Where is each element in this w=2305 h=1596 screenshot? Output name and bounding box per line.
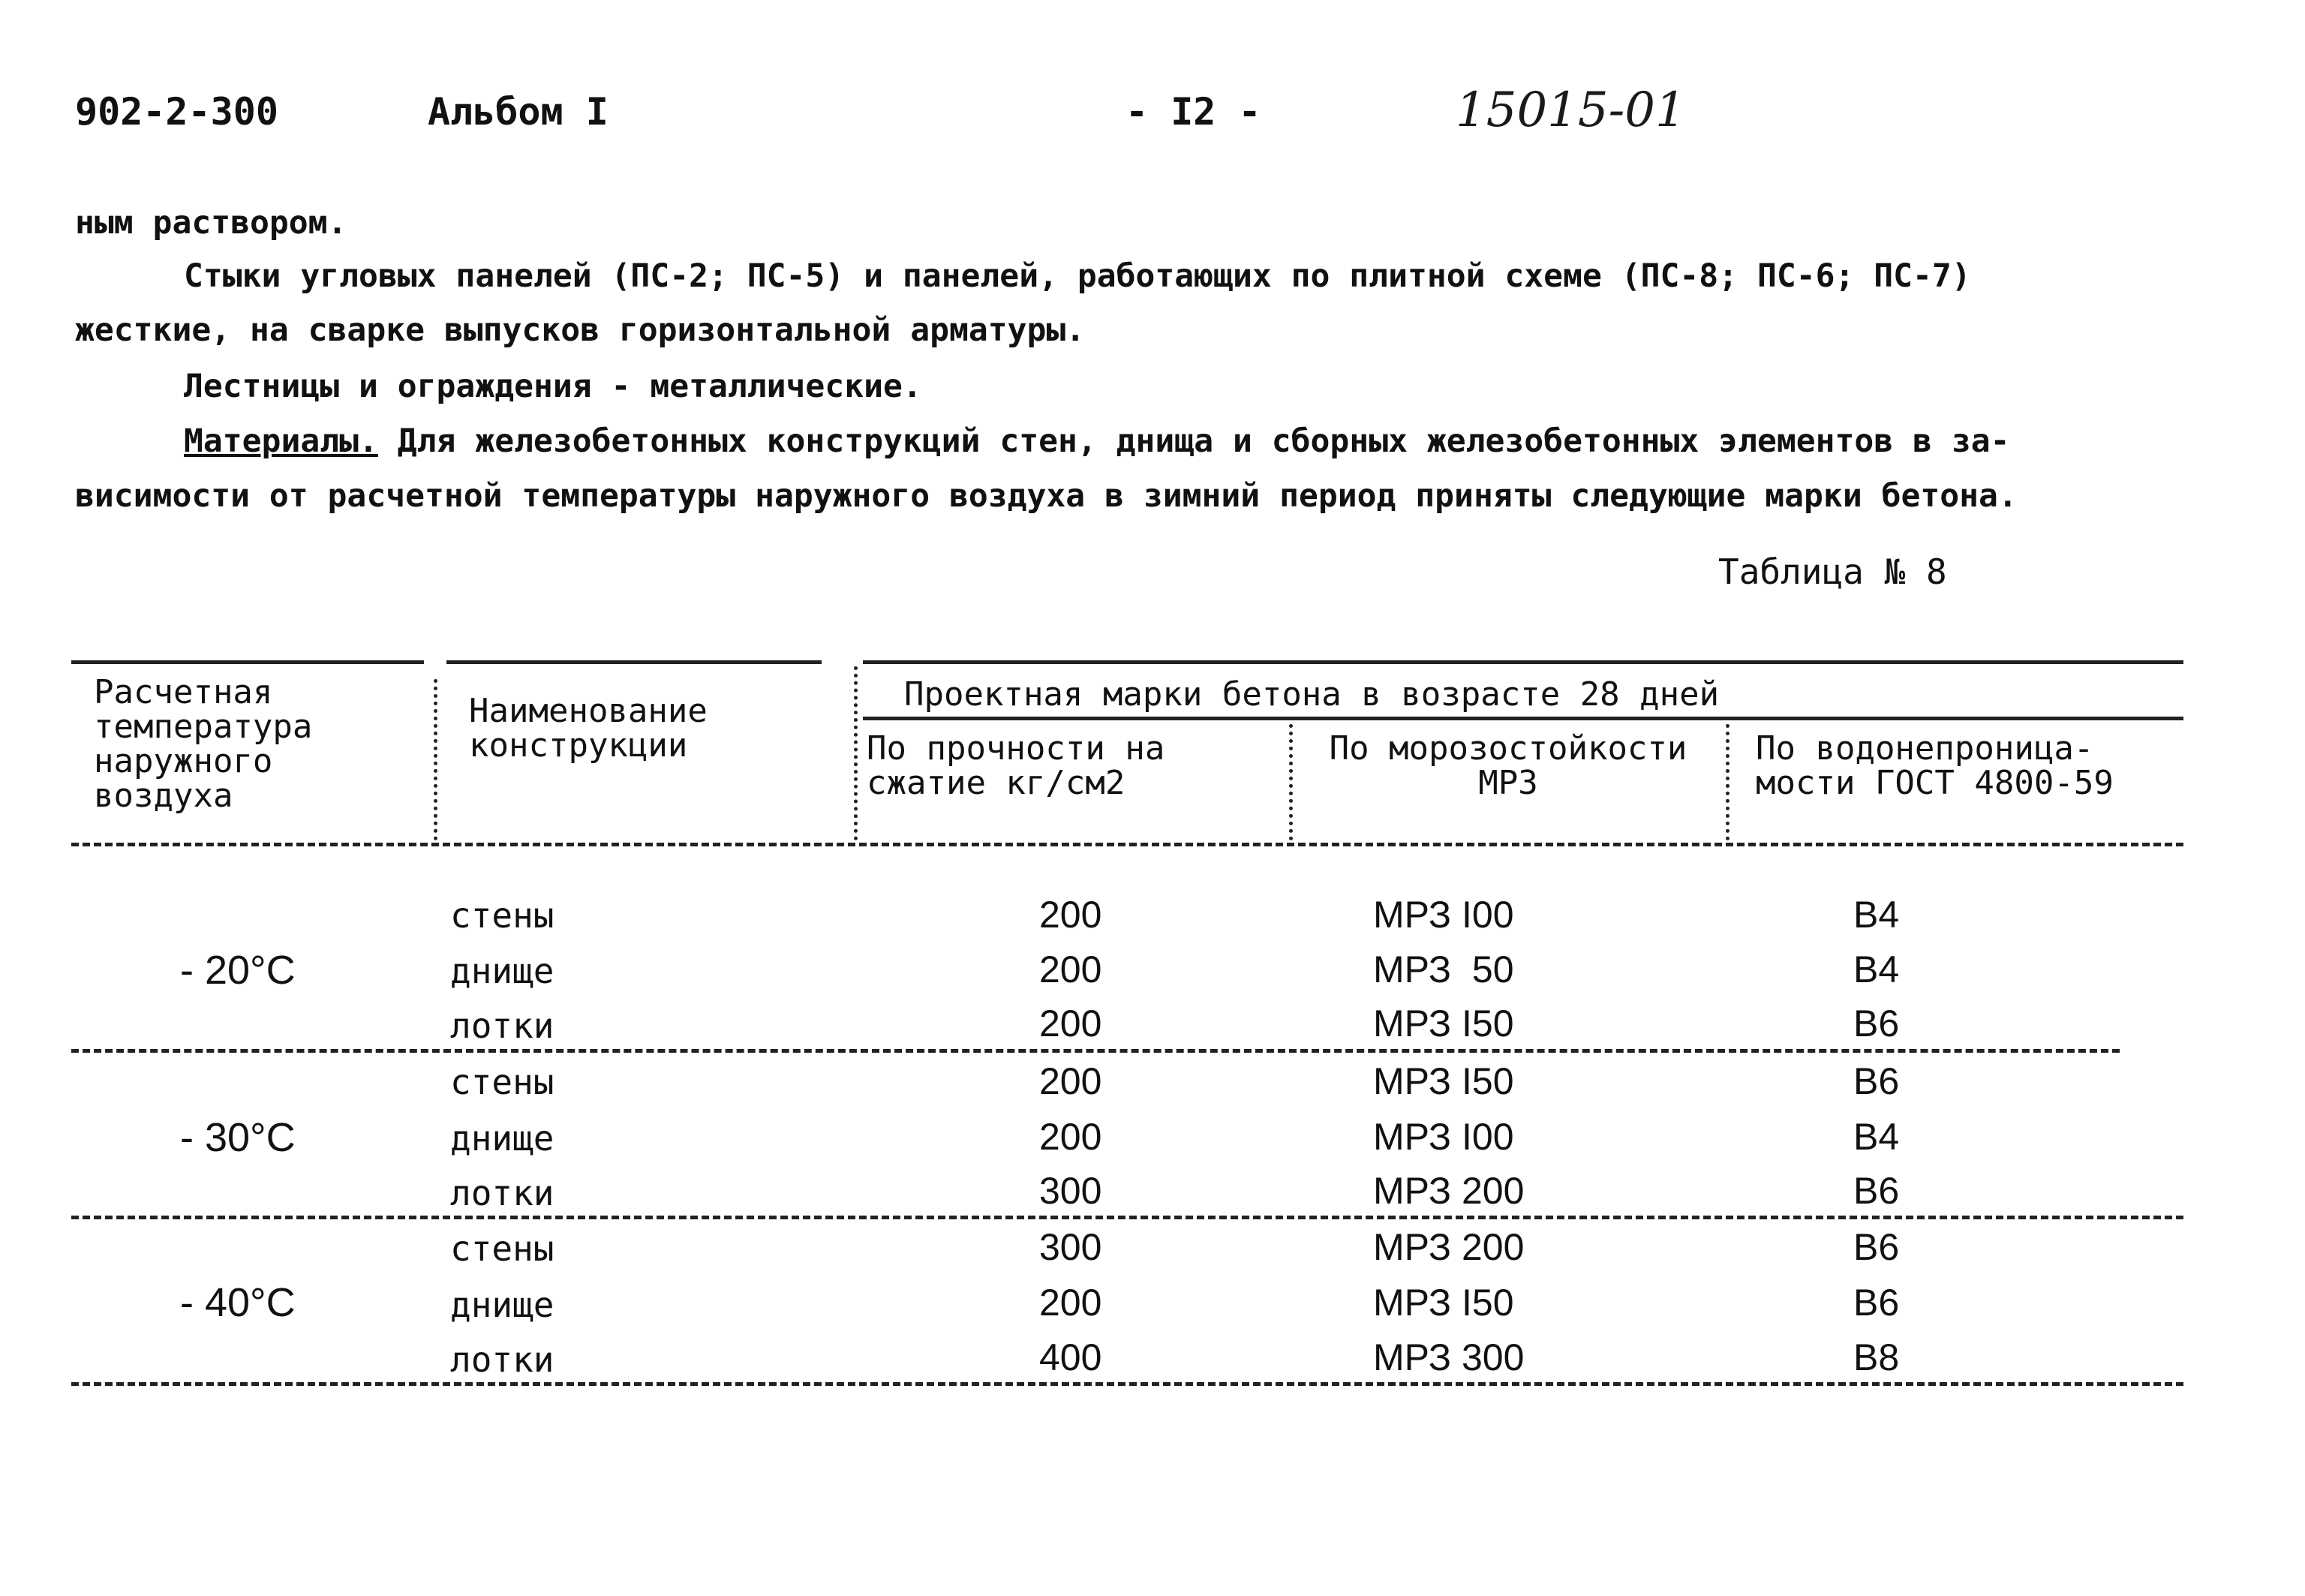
materials-text: Для железобетонных конструкций стен, днища и сборных железобетонных элементов в за- [377,422,2010,460]
header-group-concrete-grade: Проектная марки бетона в возрасте 28 дней [904,675,1720,714]
strength-value: 200 [1039,948,1102,990]
frost-value: МРЗ 200 [1373,1170,1525,1212]
table-bottom-rule [71,1382,2183,1386]
construction-name: стены [450,1228,554,1269]
header-frost-line: МРЗ [1478,764,1538,802]
column-divider-4 [1726,724,1730,840]
page-number: - I2 - [1125,90,1261,134]
header-strength [867,729,1165,802]
construction-name: стены [450,895,554,936]
header-strength-line: сжатие кг/см2 [867,764,1125,802]
water-value: В8 [1853,1336,1900,1378]
paragraph-stairs: Лестницы и ограждения - металлические. [184,368,922,405]
frost-value: МРЗ 50 [1373,948,1514,990]
document-code: 902-2-300 [75,90,278,134]
temperature-value: - 40°C [180,1280,296,1325]
construction-name: днище [450,1118,554,1159]
materials-label: Материалы. [184,422,378,460]
water-value: В4 [1853,948,1900,990]
header-temperature [94,675,312,813]
header-frost-line: По морозостойкости [1329,729,1687,768]
frost-value: МРЗ I00 [1373,1116,1514,1158]
table-top-rule-col2 [446,660,822,664]
column-divider-3 [1289,724,1293,840]
header-bottom-rule [71,843,2183,846]
water-value: В6 [1853,1282,1900,1324]
text-line-continuation: ным раствором. [75,204,347,242]
paragraph-materials-line1 [184,422,2010,460]
header-water-line: мости ГОСТ 4800-59 [1756,764,2114,802]
strength-value: 300 [1039,1170,1102,1212]
group-header-rule [863,717,2183,720]
strength-value: 200 [1039,1116,1102,1158]
strength-value: 200 [1039,1282,1102,1324]
water-value: В6 [1853,1170,1900,1212]
album-label: Альбом I [428,90,609,134]
water-value: В4 [1853,894,1900,936]
table-top-rule-group [863,660,2183,664]
header-construction [469,694,708,763]
construction-name: лотки [450,1339,554,1380]
header-water [1756,729,2114,802]
header-construction-line: конструкции [469,726,688,765]
frost-value: МРЗ 200 [1373,1226,1525,1268]
strength-value: 300 [1039,1226,1102,1268]
construction-name: лотки [450,1173,554,1213]
group-divider [71,1049,2120,1053]
table-top-rule-col1 [71,660,424,664]
paragraph-joints-line1: Стыки угловых панелей (ПС-2; ПС-5) и панелей, работающих по плитной схеме (ПС-8; ПС-6; ПС-7) [184,257,1971,295]
header-construction-line: Наименование [469,692,708,730]
frost-value: МРЗ I00 [1373,894,1514,936]
header-temperature-line: воздуха [94,777,233,815]
frost-value: МРЗ I50 [1373,1060,1514,1102]
temperature-value: - 30°C [180,1115,296,1160]
column-divider-1 [434,679,437,840]
temperature-value: - 20°C [180,948,296,993]
header-temperature-line: Расчетная [94,673,273,711]
water-value: В6 [1853,1226,1900,1268]
water-value: В4 [1853,1116,1900,1158]
group-divider [71,1216,2183,1219]
paragraph-materials-line2: висимости от расчетной температуры наружного воздуха в зимний период приняты следующие марки бетона. [75,477,2018,515]
water-value: В6 [1853,1060,1900,1102]
strength-value: 400 [1039,1336,1102,1378]
paragraph-joints-line2: жесткие, на сварке выпусков горизонтальной арматуры. [75,311,1086,349]
handwritten-number: 15015-01 [1456,83,1686,138]
table-caption: Таблица № 8 [1718,552,1947,592]
water-value: В6 [1853,1002,1900,1044]
frost-value: МРЗ I50 [1373,1002,1514,1044]
construction-name: стены [450,1062,554,1102]
header-water-line: По водонепроница- [1756,729,2094,768]
construction-name: днище [450,1285,554,1325]
construction-name: днище [450,951,554,991]
frost-value: МРЗ I50 [1373,1282,1514,1324]
strength-value: 200 [1039,1002,1102,1044]
header-frost [1306,729,1711,802]
header-temperature-line: наружного [94,742,273,780]
column-divider-2 [854,666,858,840]
strength-value: 200 [1039,894,1102,936]
strength-value: 200 [1039,1060,1102,1102]
header-temperature-line: температура [94,708,313,746]
frost-value: МРЗ 300 [1373,1336,1525,1378]
header-strength-line: По прочности на [867,729,1165,768]
construction-name: лотки [450,1005,554,1046]
